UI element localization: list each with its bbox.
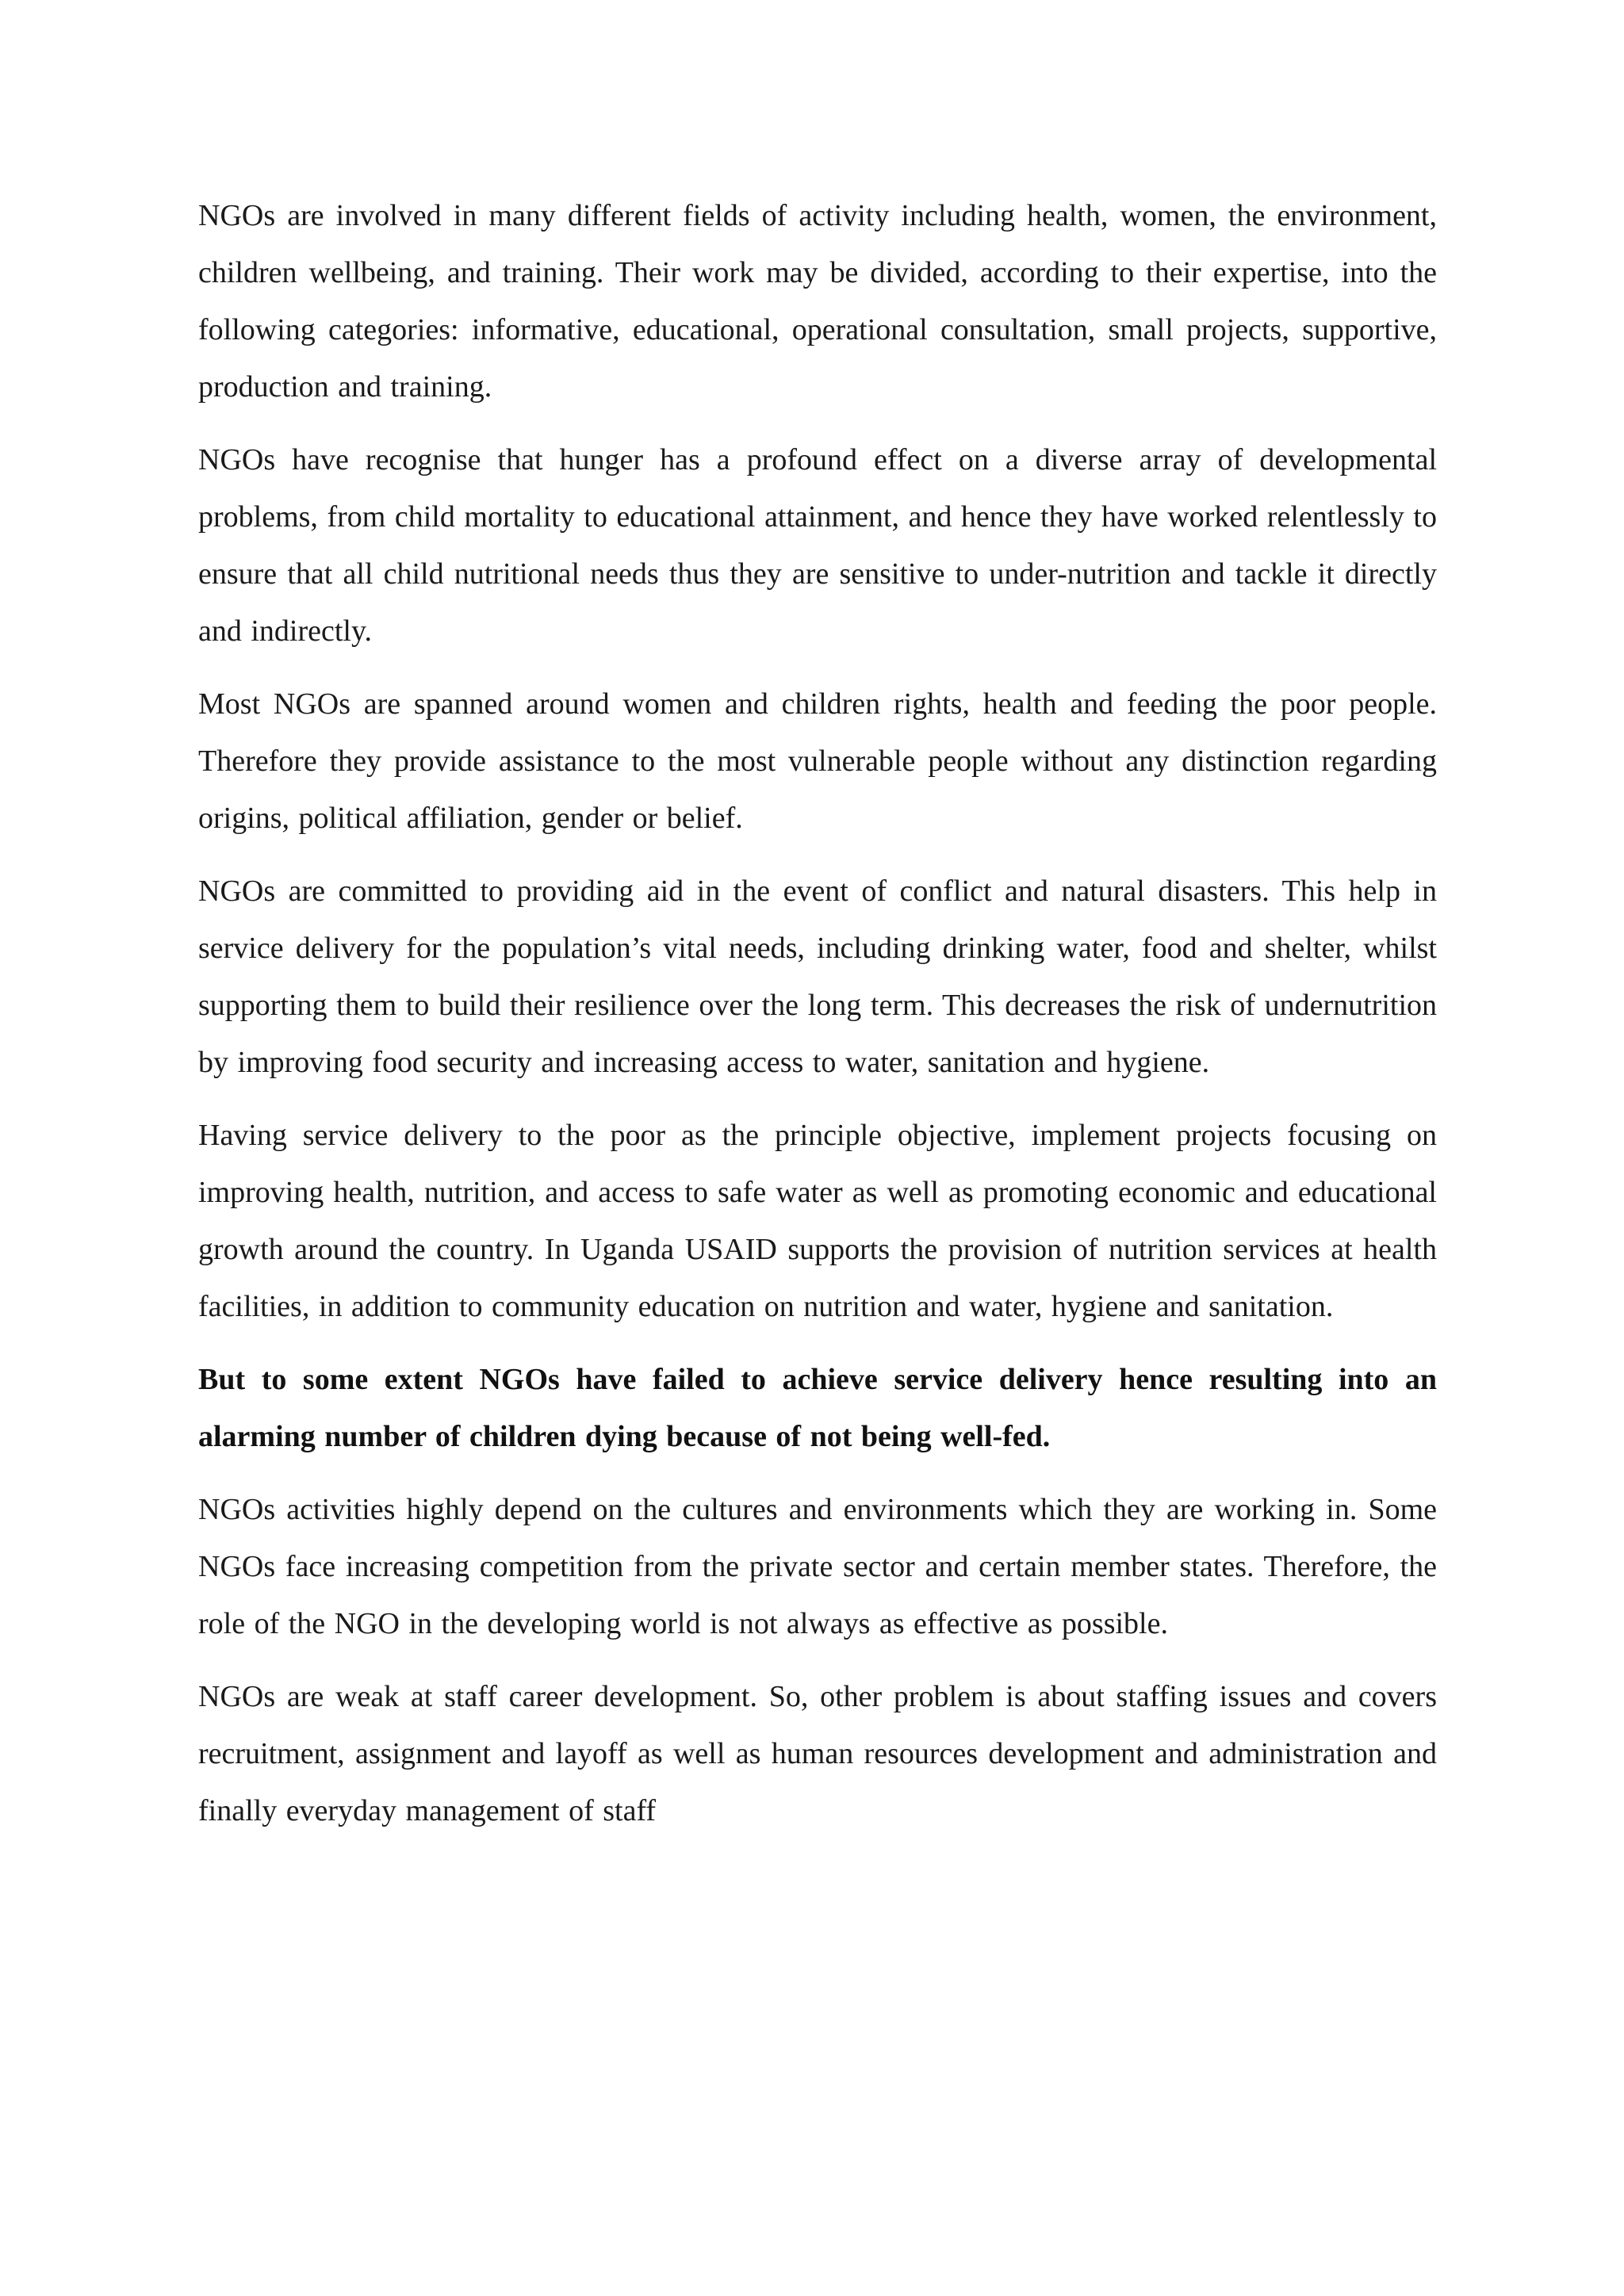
paragraph-staff-development: NGOs are weak at staff career development. So, other problem is about staffing issues and covers recruitment, assignment and layoff as well as human resources development and administration and finally everyday management of staff: [198, 1680, 1437, 1827]
paragraph-hunger-effects: NGOs have recognise that hunger has a profound effect on a diverse array of developmental problems, from child mortality to educational attainment, and hence they have worked relentlessly to ensure that all child nutritional needs thus they are sensitive to under-nutrition and tackle it directly and indirectly.: [198, 443, 1437, 648]
paragraph-service-delivery-uganda: Having service delivery to the poor as the principle objective, implement projects focusing on improving health, nutrition, and access to safe water as well as promoting economic and educational growth around the country. In Uganda USAID supports the provision of nutrition services at health facilities, in addition to community education on nutrition and water, hygiene and sanitation.: [198, 1119, 1437, 1323]
paragraph-conflict-aid: NGOs are committed to providing aid in the event of conflict and natural disasters. This help in service delivery for the population’s vital needs, including drinking water, food and shelter, whilst supporting them to build their resilience over the long term. This decreases the risk of undernutrition by improving food security and increasing access to water, sanitation and hygiene.: [198, 874, 1437, 1079]
paragraph-culture-competition: NGOs activities highly depend on the cultures and environments which they are working in. Some NGOs face increasing competition from the private sector and certain member states. Therefore, the role of the NGO in the developing world is not always as effective as possible.: [198, 1493, 1437, 1640]
document-body: [198, 187, 1437, 1855]
paragraph-women-children-rights: Most NGOs are spanned around women and children rights, health and feeding the poor people. Therefore they provide assistance to the most vulnerable people without any distinction regarding origins, political affiliation, gender or belief.: [198, 687, 1437, 835]
paragraph-ngo-fields: NGOs are involved in many different fields of activity including health, women, the environment, children wellbeing, and training. Their work may be divided, according to their expertise, into the following categories: informative, educational, operational consultation, small projects, supportive, production and training.: [198, 199, 1437, 404]
paragraph-failure-heading: But to some extent NGOs have failed to achieve service delivery hence resulting into an alarming number of children dying because of not being well-fed.: [198, 1363, 1437, 1453]
